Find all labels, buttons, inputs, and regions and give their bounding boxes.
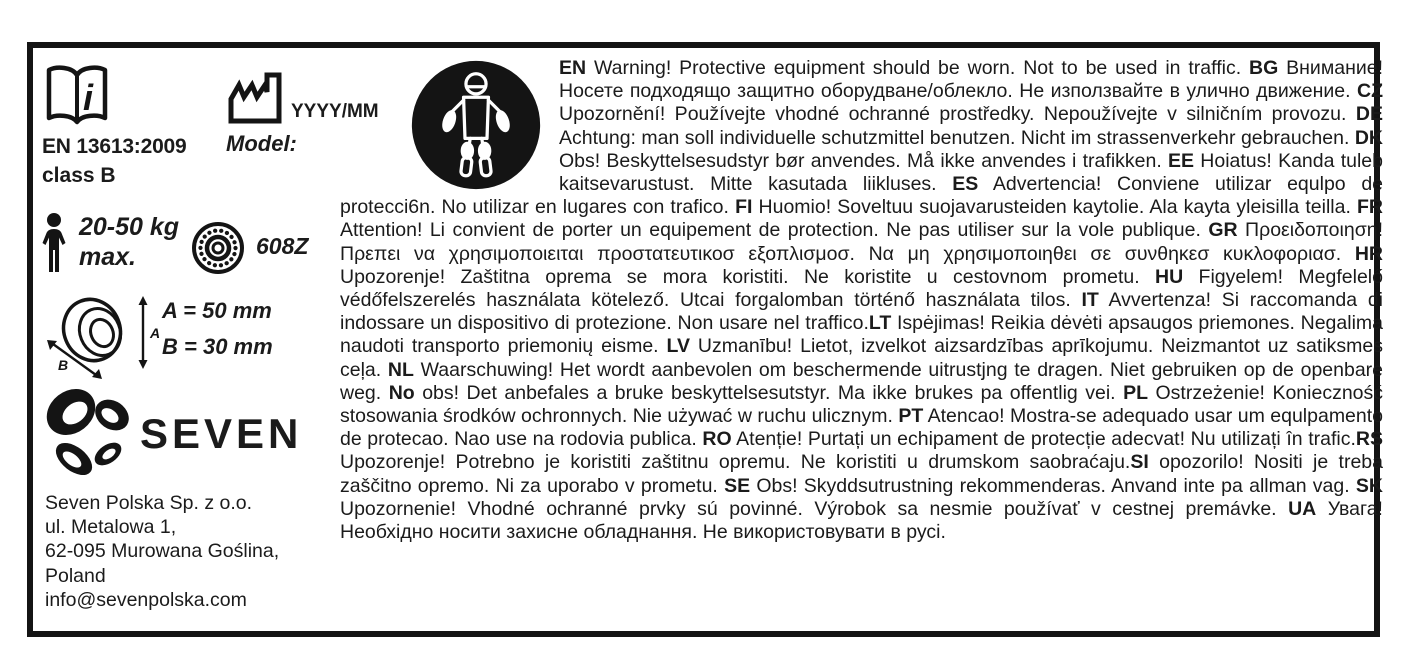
warnings-paragraph (340, 57, 1383, 544)
wheel-dimensions-icon (40, 286, 162, 382)
address-line: 62-095 Murowana Goślina, (45, 540, 280, 563)
address-email: info@sevenpolska.com (45, 588, 247, 611)
bearing-icon (191, 221, 245, 275)
weight-max-label: max. (79, 243, 136, 271)
model-label: Model: (226, 131, 297, 156)
butterfly-logo-icon (44, 382, 144, 488)
protective-equipment-icon (409, 58, 543, 192)
address-line: Seven Polska Sp. z o.o. (45, 492, 253, 514)
date-format-label: YYYY/MM (291, 101, 379, 122)
class-label: class B (42, 164, 116, 187)
manufacture-date-icon (226, 66, 290, 126)
instruction-manual-icon (42, 62, 112, 130)
standard-number: EN 13613:2009 (42, 135, 187, 158)
weight-range-label: 20-50 kg (79, 213, 180, 241)
dimension-a-label: A = 50 mm (162, 298, 272, 323)
address-line: ul. Metalowa 1, (45, 516, 177, 539)
warnings-text: EN Warning! Protective equipment should be worn. Not to be used in traffic. BG Внимание! Носете подходящо защитно оборудване/облекло. Не използвайте в улично движение. CZ Upozornění! Používejte vhodné ochranné prostředky. Nepoužívejte v silničním provozu. DE Achtung: man soll individuelle schutzmittel benutzen. Nicht im strassenverkehr gebrauchen. DK Obs! Beskyttelsesudstyr bør anvendes. Må ikke anvendes i trafikken. EE Hoiatus! Kanda tuleb kaitsevarustust. Mitte kasutada liikluses. ES Advertencia! Conviene utilizar equlpo de protecci6n. No utilizar en lugares con trafico. FI Huomio! Soveltuu suojavarusteiden kaytolie. Ala kayta yleisilla teilla. FR Attention! Li convient de porter un equipement de protection. Ne pas utiliser sur la vole publique. GR Προειδοποιηση! Πρεπει να χρησιμοποιειται προστατευτικοσ εξοπλισμοσ. Να μη χρησιμοποιηθει σε συνθηκεσ κυκλοφοριασ. HR Upozorenje! Zaštitna oprema se mora koristiti. Ne koristite u cestovnom prometu. HU Figyelem! Megfelelő védőfelszerelés használata kötelező. Utcai forgalomban történő használata tilos. IT Avvertenza! Si raccomanda di indossare un dispositivo di protezione. Non usare nel traffico.LT Ispėjimas! Reikia dėvėti apsaugos priemones. Negalima naudoti transporto priemonių eisme. LV Uzmanību! Lietot, izvelkot aizsardzības aprīkojumu. Neizmantot uz satiksmes ceļa. NL Waarschuwing! Het wordt aanbevolen om beschermende uitrustjng te dragen. Niet gebruiken op de openbare weg. No obs! Det anbefales a bruke beskyttelsesutstyr. Ma ikke brukes pa offentlig vei. PL Ostrzeżenie! Konieczność stosowania środków ochronnych. Nie używać w ruchu ulicznym. PT Atencao! Mostra-se adequado usar um equlpamento de protecao. Nao use na rodovia publica. RO Atenție! Purtați un echipament de protecție adecvat! Nu utilizați în trafic.RS Upozorenje! Potrebno je koristiti zaštitnu opremu. Ne koristiti u drumskom saobraćaju.SI opozorilo! Nositi je treba zaščitno opremo. Ni za uporabo v prometu. SE Obs! Skyddsutrustning rekommenderas. Anvand inte pa allman vag. SK Upozornenie! Vhodné ochranné prvky sú povinné. Výrobok sa nesmie používať v cestnej premávke. UA Увага! Необхідно носити захисне обладнання. Не використовувати в русі. (340, 57, 1384, 544)
dimension-b-label: B = 30 mm (162, 334, 273, 359)
dim-b-letter: B (58, 357, 69, 373)
brand-name: SEVEN (140, 410, 303, 457)
company-address (45, 491, 279, 612)
dim-a-letter: A (150, 325, 161, 341)
weight-person-icon (38, 212, 70, 274)
address-line: Poland (45, 564, 106, 587)
bearing-code-label: 608Z (256, 233, 309, 259)
info-glyph: i (83, 77, 94, 118)
